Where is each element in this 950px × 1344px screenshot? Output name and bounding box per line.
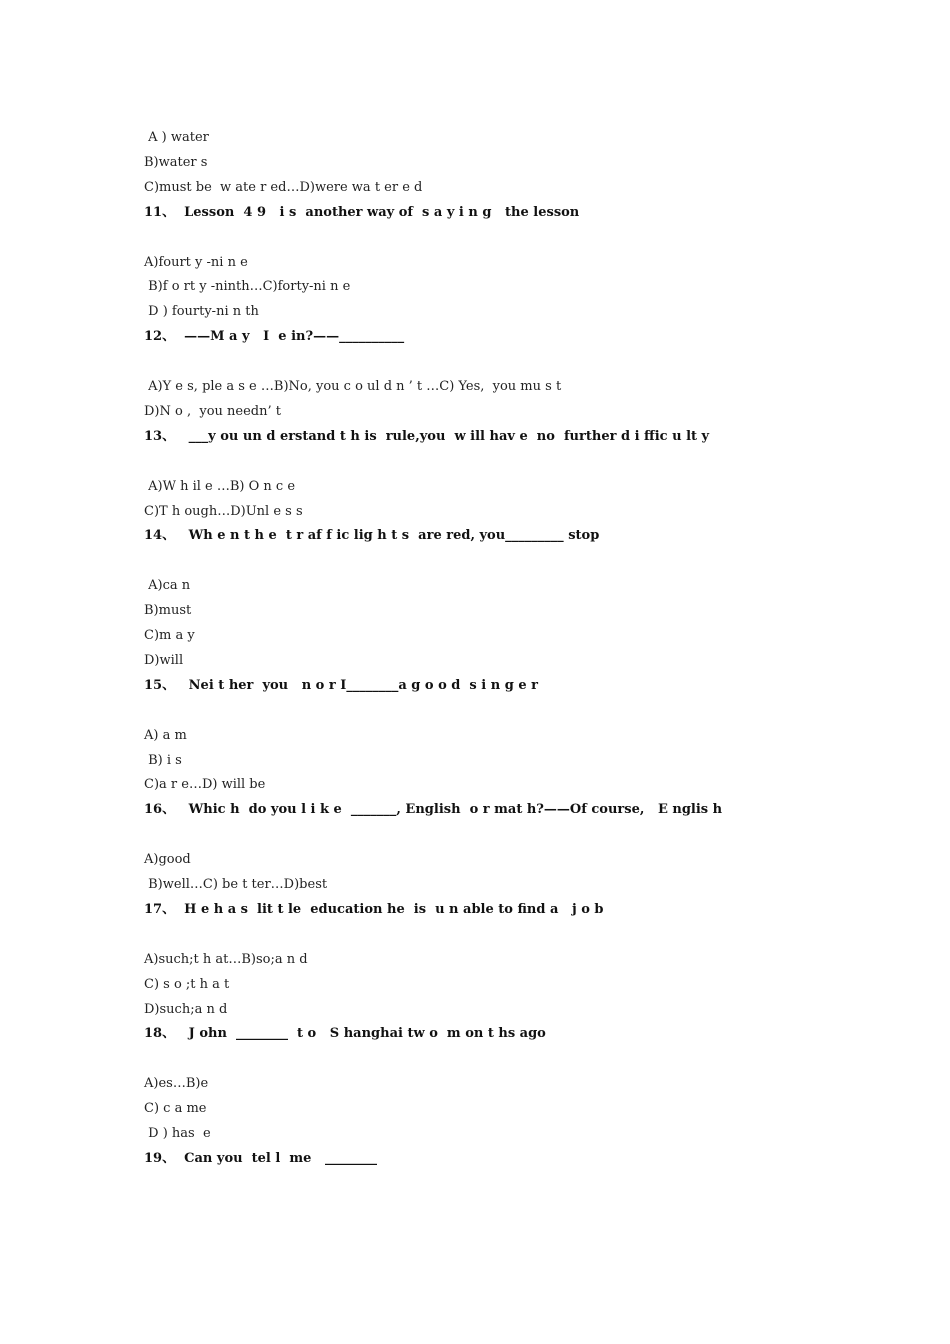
option-line: D ) fourty-ni n th bbox=[144, 304, 259, 320]
option-line: D)N o , you needn’ t bbox=[144, 403, 281, 419]
option-line: A)good bbox=[144, 852, 191, 868]
question-line: 19、 Can you tel l me ________ bbox=[144, 1150, 377, 1166]
question-line: 16、 Whic h do you l i k e _______, English o r mat h?——Of course, E nglis h bbox=[144, 802, 723, 818]
option-line: C)must be w ate r ed…D)were wa t er e d bbox=[144, 179, 423, 195]
option-line: D)will bbox=[144, 652, 184, 668]
option-line: A) a m bbox=[144, 727, 187, 743]
option-line: C) s o ;t h a t bbox=[144, 976, 230, 992]
option-line: D)such;a n d bbox=[144, 1001, 228, 1017]
option-line: C)m a y bbox=[144, 628, 195, 643]
option-line: A)Y e s, ple a s e …B)No, you c o ul d n ’ t …C) Yes, you mu s t bbox=[144, 379, 562, 394]
option-line: A)W h il e …B) O n c e bbox=[144, 478, 296, 494]
option-line: B)must bbox=[144, 603, 192, 619]
option-line: B)f o rt y -ninth…C)forty-ni n e bbox=[144, 279, 351, 295]
question-line: 14、 Wh e n t h e t r af f ic lig h t s are red, you_________ stop bbox=[144, 528, 600, 544]
option-line: D ) has e bbox=[144, 1126, 211, 1141]
question-line: 15、 Nei t her you n o r I________a g o o d s i n g e r bbox=[144, 677, 538, 693]
option-line: C)a r e…D) will be bbox=[144, 777, 266, 793]
option-line: A)such;t h at…B)so;a n d bbox=[144, 951, 308, 967]
question-line: 17、 H e h a s lit t le education he is u n able to find a j o b bbox=[144, 901, 604, 917]
option-line: C) c a me bbox=[144, 1101, 207, 1117]
question-line: 13、 ___y ou un d erstand t h is rule,you w ill hav e no further d i ffic u lt y bbox=[144, 428, 710, 444]
question-line: 12、 ——M a y I e in?——__________ bbox=[144, 329, 405, 345]
option-line: A ) water bbox=[144, 130, 209, 145]
question-line: 18、 J ohn ________ t o S hanghai tw o m on t hs ago bbox=[144, 1026, 546, 1042]
option-line: B)well…C) be t ter…D)best bbox=[144, 877, 328, 892]
option-line: C)T h ough…D)Unl e s s bbox=[144, 503, 303, 519]
question-line: 11、 Lesson 4 9 i s another way of s a y i n g the lesson bbox=[144, 204, 580, 220]
option-line: A)es…B)e bbox=[144, 1076, 209, 1092]
option-line: B)water s bbox=[144, 154, 208, 170]
option-line: A)fourt y -ni n e bbox=[144, 254, 248, 270]
option-line: B) i s bbox=[144, 752, 182, 768]
option-line: A)ca n bbox=[144, 578, 191, 594]
